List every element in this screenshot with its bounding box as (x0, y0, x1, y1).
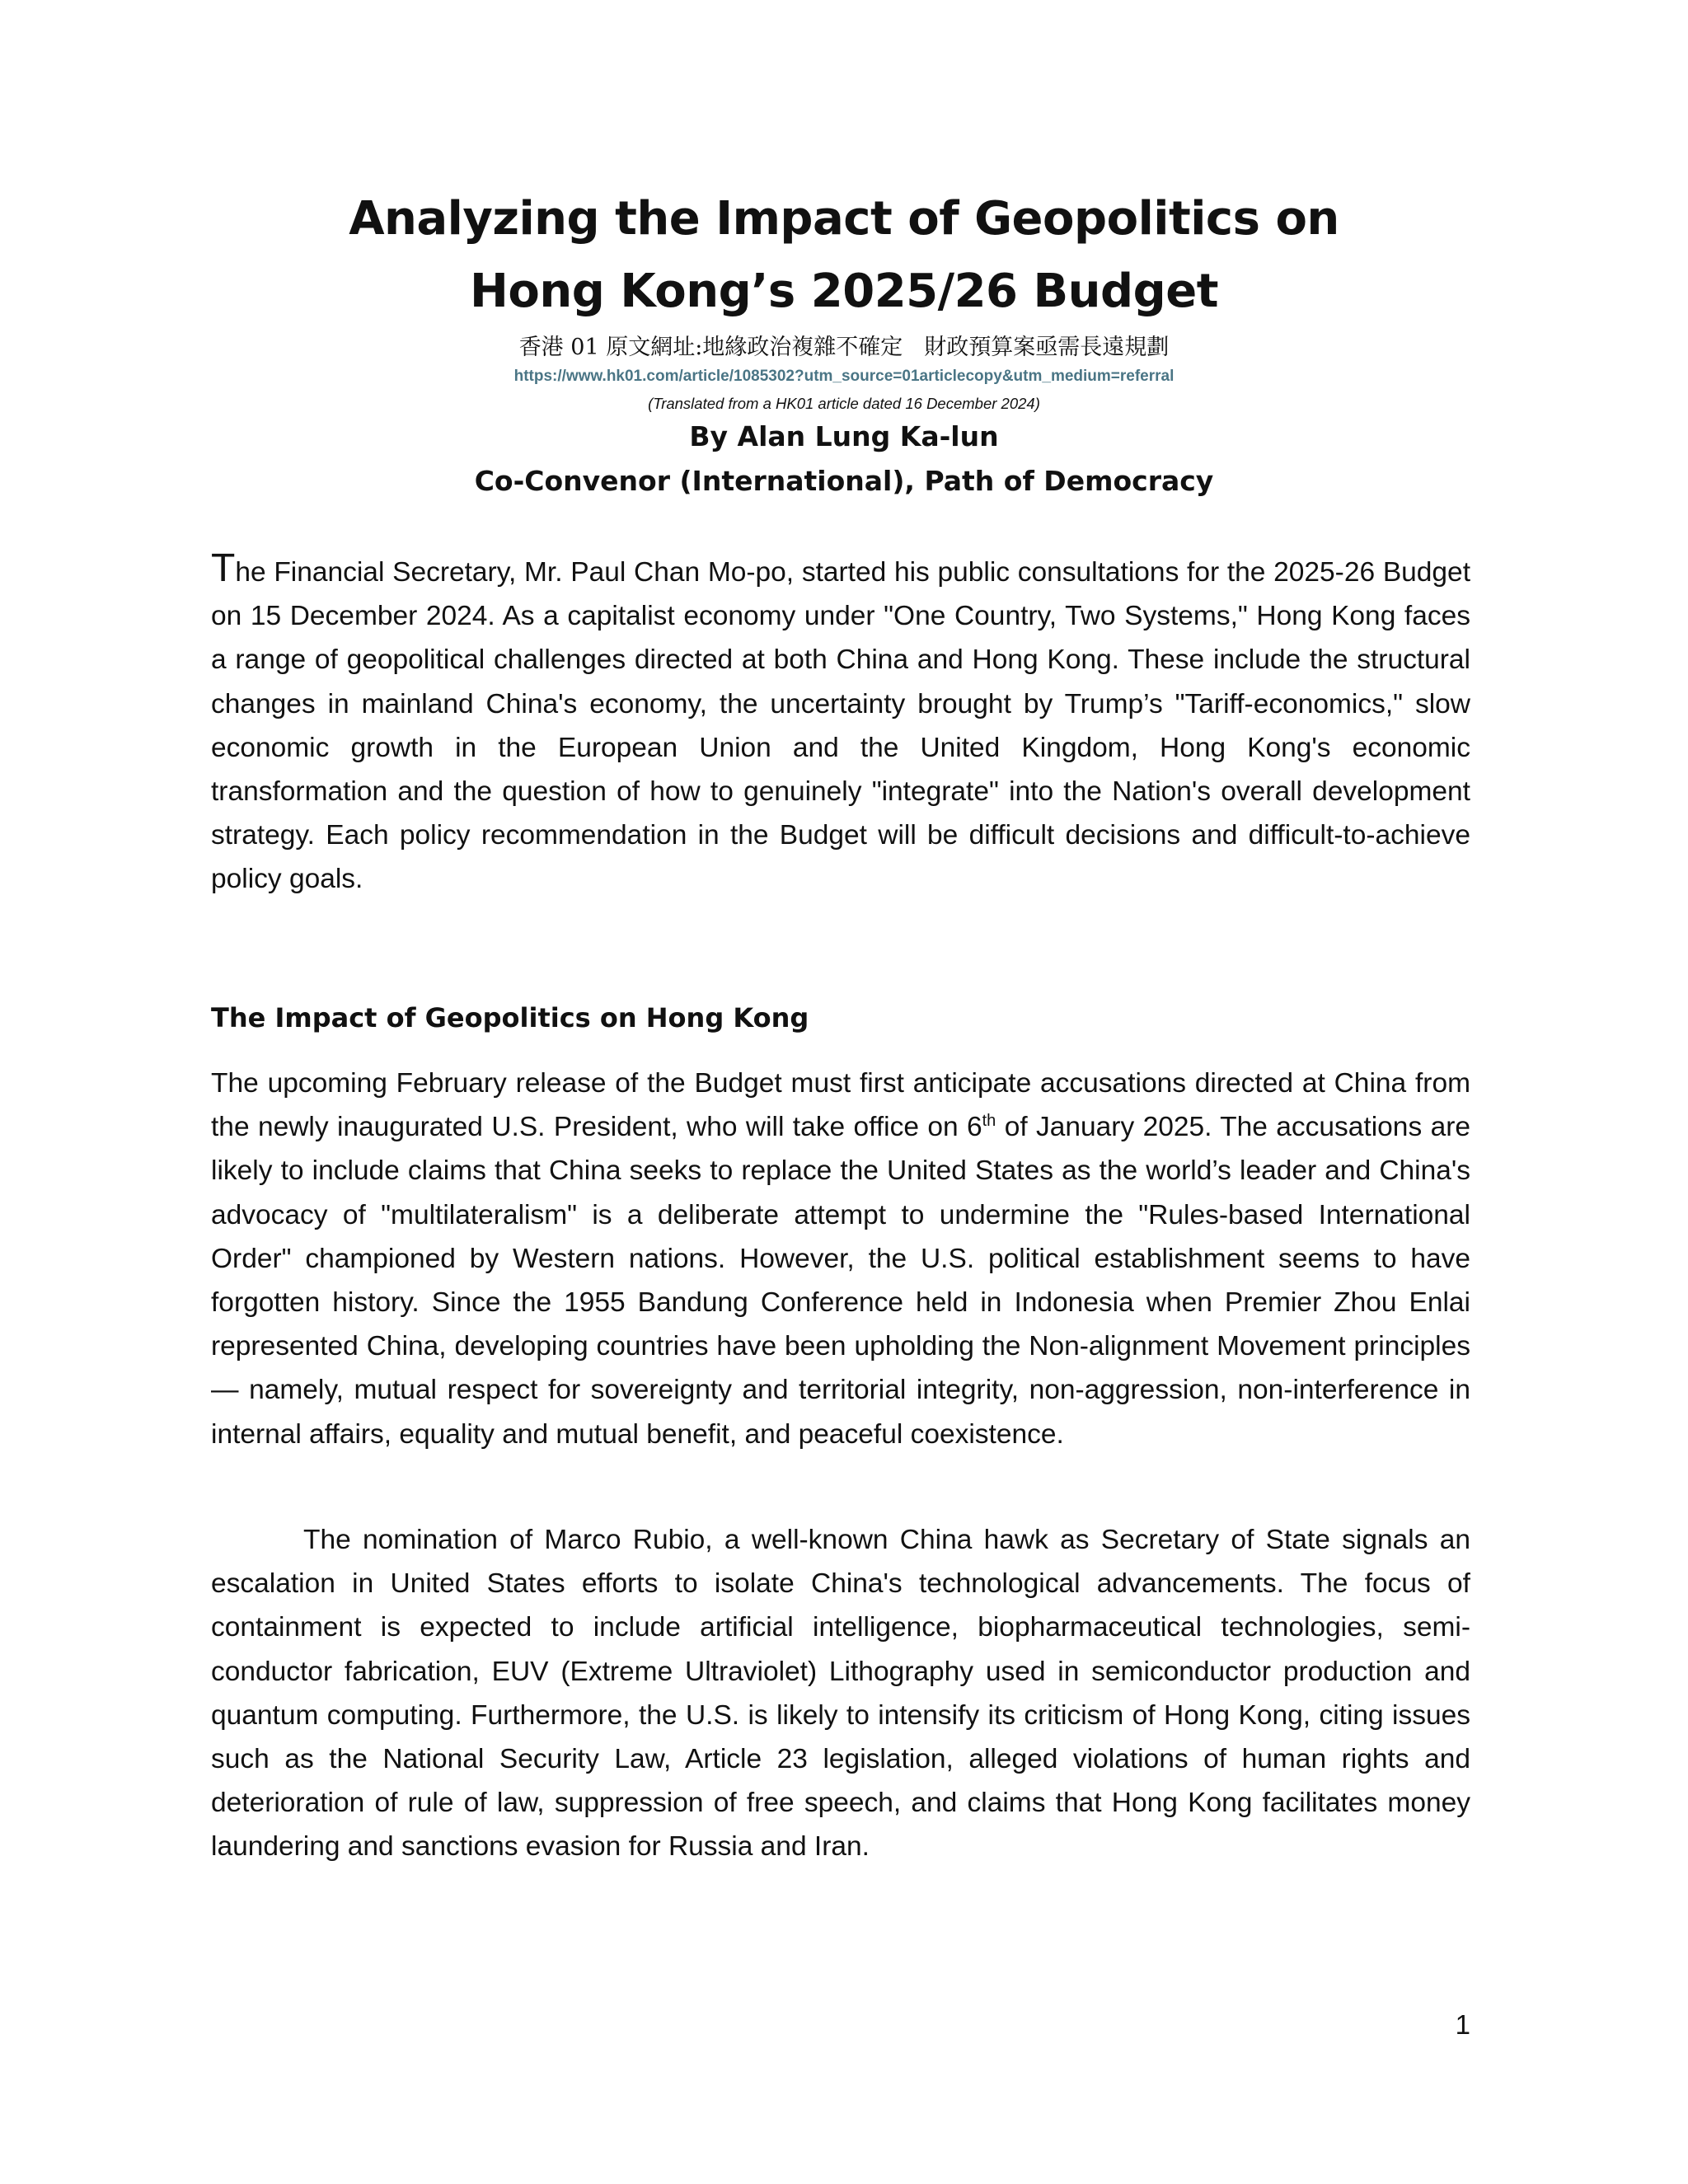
author-byline: By Alan Lung Ka-lun (689, 420, 999, 452)
source-url-link[interactable]: https://www.hk01.com/article/1085302?utm_source=01articlecopy&utm_medium=referral (513, 368, 1175, 385)
intro-paragraph-text: he Financial Secretary, Mr. Paul Chan Mo-po, started his public consultations for the 2025-26 Budget on 15 December 2024. As a capitalist economy under "One Country, Two Systems," Hong Kong faces a range of geopolitical challenges directed at both China and Hong Kong. These include the structural changes in mainland China's economy, the uncertainty brought by Trump’s "Tariff-economics," slow economic growth in the European Union and the United Kingdom, Hong Kong's economic transformation and the question of how to genuinely "integrate" into the Nation's overall development strategy. Each policy recommendation in the Budget will be difficult decisions and difficult-to-achieve policy goals. (211, 557, 1470, 895)
body-paragraph-1 (211, 1062, 1470, 1456)
chinese-source-suffix: 財政預算案亟需長遠規劃 (924, 335, 1170, 360)
body-paragraph-2: The nomination of Marco Rubio, a well-known China hawk as Secretary of State signals an escalation in United States efforts to isolate China's technological advancements. The focus of containment is expected to include artificial intelligence, biopharmaceutical technologies, semi-conductor fabrication, EUV (Extreme Ultraviolet) Lithography used in semiconductor production and quantum computing. Furthermore, the U.S. is likely to intensify its criticism of Hong Kong, citing issues such as the National Security Law, Article 23 legislation, alleged violations of human rights and deterioration of rule of law, suppression of free speech, and claims that Hong Kong facilitates money laundering and sanctions evasion for Russia and Iran. (211, 1525, 1470, 1863)
author-role: Co-Convenor (International), Path of Democracy (474, 465, 1214, 497)
translation-note: (Translated from a HK01 article dated 16 December 2024) (648, 395, 1040, 412)
document-title-line-1: Analyzing the Impact of Geopolitics on (349, 192, 1339, 246)
section-heading: The Impact of Geopolitics on Hong Kong (211, 1002, 809, 1033)
intro-paragraph (211, 546, 1470, 902)
drop-cap: T (211, 546, 236, 590)
page-number: 1 (1455, 2009, 1470, 2040)
chinese-source-title (0, 330, 1688, 366)
ordinal-superscript: th (982, 1112, 996, 1131)
document-title-line-2: Hong Kong’s 2025/26 Budget (470, 265, 1218, 318)
body-paragraph-1-part-1: The upcoming February release of the Budget must first anticipate accusations directed at China from the newly inaugurated U.S. President, who will take office on 6 (211, 1068, 1470, 1143)
body-paragraph-1-part-2: of January 2025. The accusations are likely to include claims that China seeks to replace the United States as the world’s leader and China's advocacy of "multilateralism" is a deliberate attempt to undermine the "Rules-based International Order" championed by Western nations. However, the U.S. political establishment seems to have forgotten history. Since the 1955 Bandung Conference held in Indonesia when Premier Zhou Enlai represented China, developing countries have been upholding the Non-alignment Movement principles — namely, mutual respect for sovereignty and territorial integrity, non-aggression, non-interference in internal affairs, equality and mutual benefit, and peaceful coexistence. (211, 1112, 1470, 1450)
chinese-source-prefix: 香港 01 原文網址:地緣政治複雜不確定 (518, 335, 903, 360)
